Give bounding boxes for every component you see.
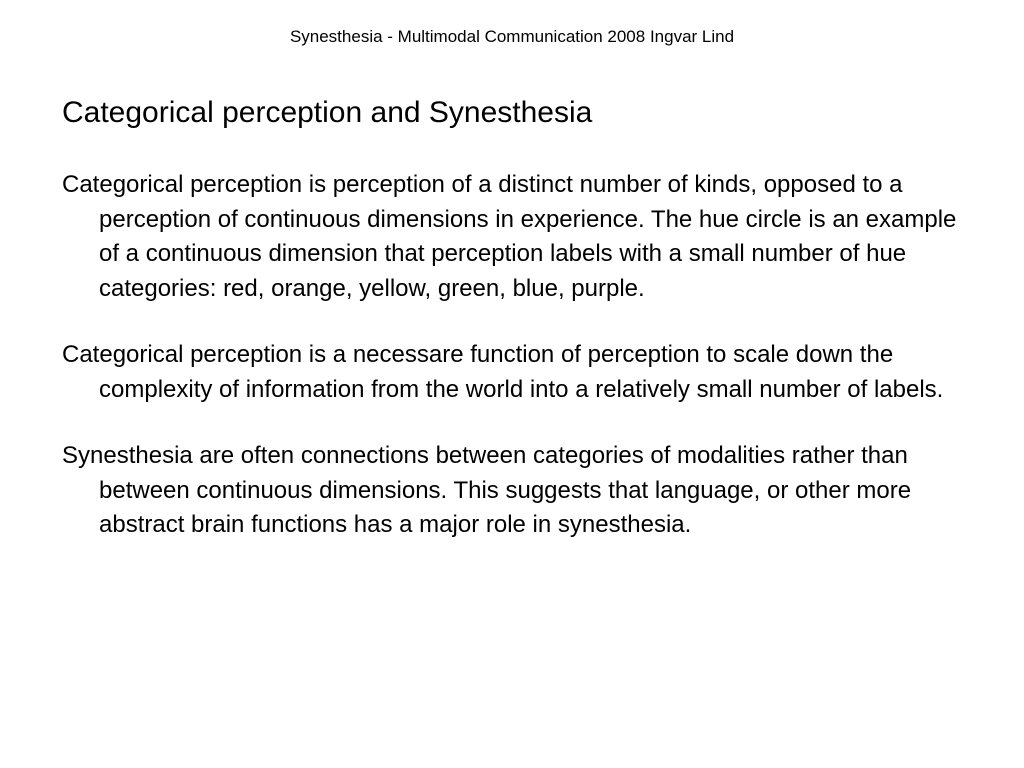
paragraph-perception-function: Categorical perception is a necessare function of perception to scale down the complexity of information from the world into a relatively small number of labels. bbox=[62, 341, 944, 403]
slide-body bbox=[62, 168, 962, 575]
paragraph-synesthesia: Synesthesia are often connections between categories of modalities rather than between continuous dimensions. This suggests that language, or other more abstract brain functions has a major role in synesthesia. bbox=[62, 442, 912, 538]
slide-header: Synesthesia - Multimodal Communication 2008 Ingvar Lind bbox=[289, 27, 735, 46]
paragraph-categorical-perception: Categorical perception is perception of a distinct number of kinds, opposed to a perception of continuous dimensions in experience. The hue circle is an example of a continuous dimension that perception labels with a small number of hue categories: red, orange, yellow, green, blue, purple. bbox=[62, 171, 957, 302]
slide-title: Categorical perception and Synesthesia bbox=[62, 96, 593, 129]
